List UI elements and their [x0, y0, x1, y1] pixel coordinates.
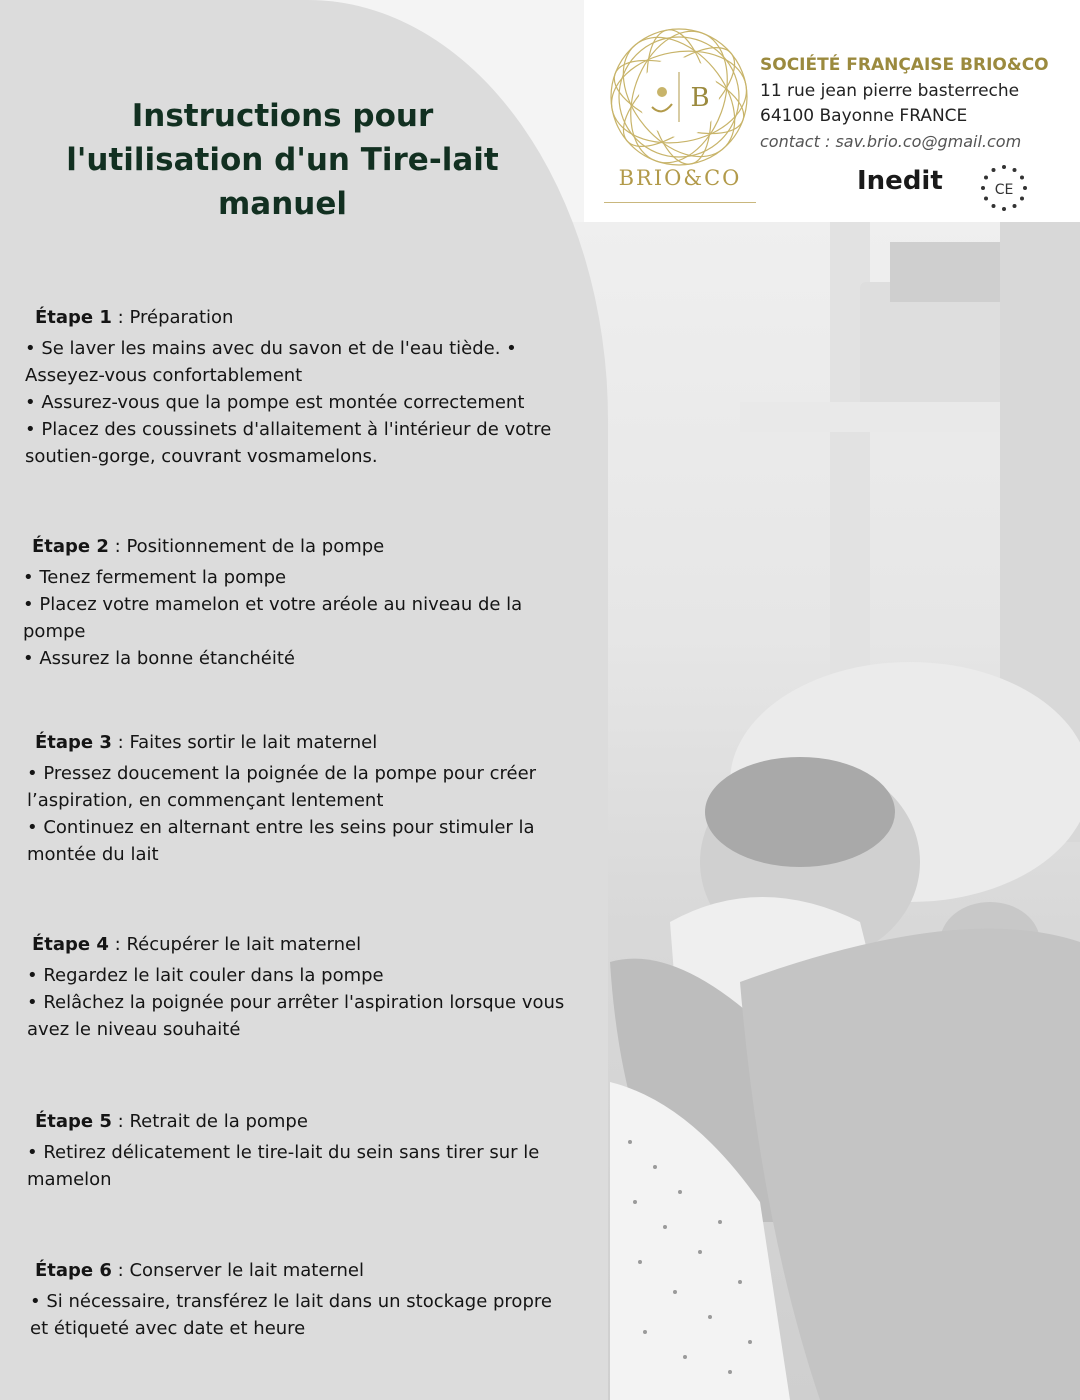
step-5 [27, 1108, 587, 1193]
step-title: : Conserver le lait maternel [111, 1260, 365, 1281]
step-label: Étape 3 [35, 732, 112, 753]
page-title: Instructions pour l'utilisation d'un Tire-lait manuel [66, 98, 499, 222]
step-1 [25, 304, 585, 470]
step-title: : Retrait de la pompe [111, 1111, 308, 1132]
step-label: Étape 1 [35, 307, 112, 328]
step-text: • Se laver les mains avec du savon et de l'eau tiède. • Asseyez-vous confortablement • Assurez-vous que la pompe est montée correctement • Placez des coussinets d'allaitement à l'intérieur de votre soutien-gorge, couvrant vosmamelons. [25, 338, 552, 467]
divider [604, 202, 756, 203]
step-label: Étape 2 [32, 536, 109, 557]
step-text: • Retirez délicatement le tire-lait du sein sans tirer sur le mamelon [27, 1142, 540, 1190]
step-title: : Positionnement de la pompe [108, 536, 385, 557]
step-2 [23, 533, 583, 672]
step-title: : Préparation [111, 307, 234, 328]
step-label: Étape 5 [35, 1111, 112, 1132]
step-text: • Si nécessaire, transférez le lait dans un stockage propre et étiqueté avec date et heure [30, 1291, 552, 1339]
step-text: • Pressez doucement la poignée de la pompe pour créer l’aspiration, en commençant lentement • Continuez en alternant entre les seins pour stimuler la montée du lait [27, 763, 537, 865]
step-label: Étape 4 [32, 934, 109, 955]
inedit-logo: Inedit [857, 166, 943, 196]
step-3 [27, 729, 587, 868]
contact-email: contact : sav.brio.co@gmail.com [760, 132, 1022, 151]
brand-wordmark: BRIO&CO [618, 166, 742, 190]
address-line-2: 64100 Bayonne FRANCE [760, 106, 968, 126]
breastfeeding-photo [560, 222, 1080, 1400]
address-line-1: 11 rue jean pierre basterreche [760, 81, 1020, 101]
brand-header [584, 0, 1080, 222]
step-4 [27, 931, 587, 1043]
step-6 [30, 1257, 570, 1342]
brio-logo-icon [604, 22, 754, 172]
company-info [760, 55, 1049, 154]
step-text: • Tenez fermement la pompe • Placez votre mamelon et votre aréole au niveau de la pompe • Assurez la bonne étanchéité [23, 567, 523, 669]
logo-letter: B [690, 83, 710, 113]
step-title: : Faites sortir le lait maternel [111, 732, 378, 753]
company-name: SOCIÉTÉ FRANÇAISE BRIO&CO [760, 55, 1049, 75]
step-label: Étape 6 [35, 1260, 112, 1281]
step-text: • Regardez le lait couler dans la pompe • Relâchez la poignée pour arrêter l'aspiration lorsque vous avez le niveau souhaité [27, 965, 565, 1040]
step-title: : Récupérer le lait maternel [108, 934, 362, 955]
ce-mark-icon [979, 163, 1029, 213]
ce-mark-text: CE [994, 182, 1014, 198]
